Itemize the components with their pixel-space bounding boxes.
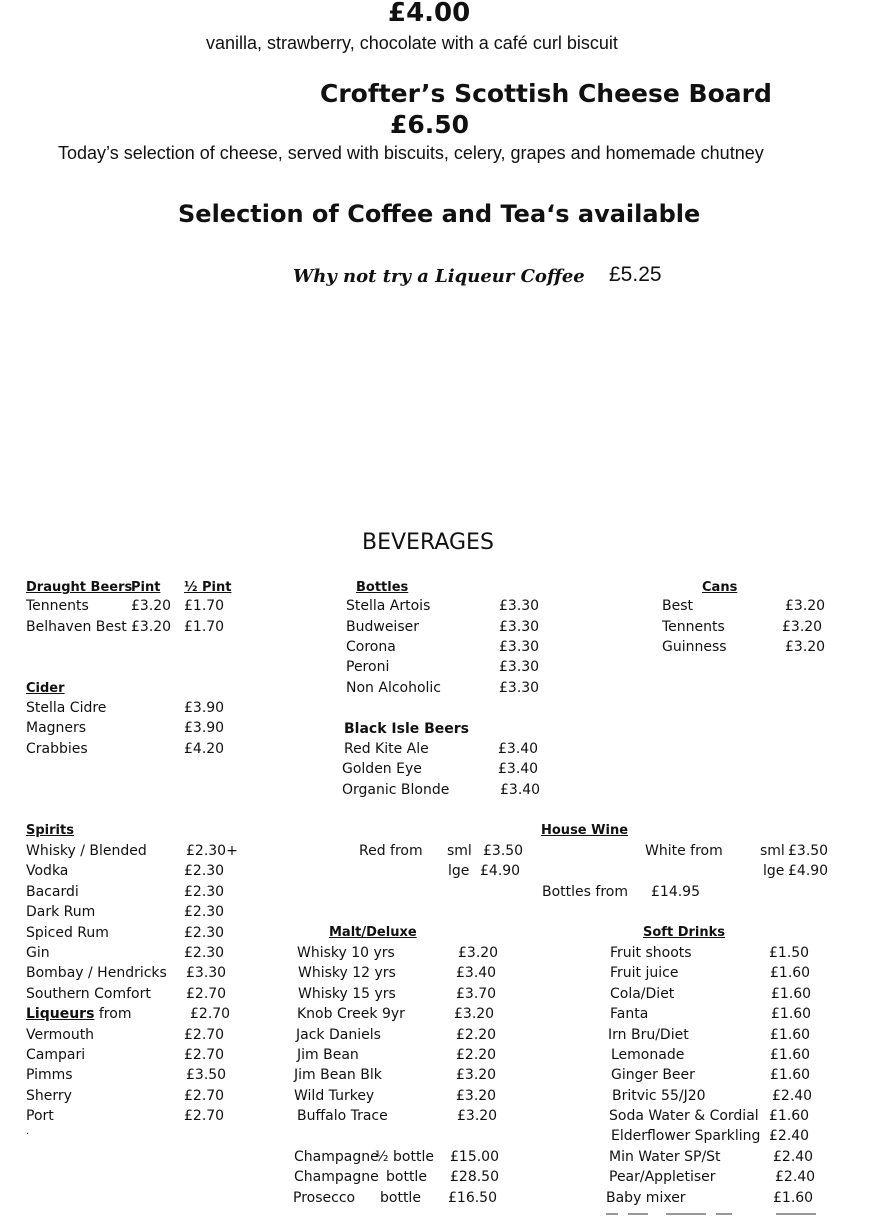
spirit-name: Spiced Rum <box>26 925 109 941</box>
half-pint-price: £1.70 <box>184 598 225 614</box>
bottle-price: £3.30 <box>499 680 540 696</box>
can-name: Tennents <box>662 619 725 635</box>
spirit-name: Gin <box>26 945 50 961</box>
wine-bottles-label: Bottles from <box>542 884 628 900</box>
half-pint-price: £1.70 <box>184 619 225 635</box>
bottle-price: £3.30 <box>499 598 540 614</box>
liqueur-coffee-price: £5.25 <box>609 263 662 286</box>
pint-header: Pint <box>131 580 161 595</box>
cheese-board-title: Crofter’s Scottish Cheese Board <box>320 79 772 108</box>
soft-drink-name: Elderflower Sparkling <box>611 1128 761 1144</box>
cans-header: Cans <box>702 580 738 595</box>
liqueur-price: £2.70 <box>184 1088 225 1104</box>
black-isle-price: £3.40 <box>498 741 539 757</box>
malt-price: £2.20 <box>456 1047 497 1063</box>
soft-drink-name: Cola/Diet <box>610 986 675 1002</box>
sparkling-price: £16.50 <box>448 1190 497 1206</box>
soft-drink-name: Min Water SP/St <box>609 1149 721 1165</box>
liqueurs-header: Liqueurs <box>26 1006 95 1022</box>
malt-price: £3.20 <box>456 1088 497 1104</box>
spirit-price: £2.30 <box>184 925 225 941</box>
spirit-name: Bombay / Hendricks <box>26 965 167 981</box>
liqueur-price: £2.70 <box>184 1047 225 1063</box>
liqueur-name: Sherry <box>26 1088 72 1104</box>
soft-drink-name: Ginger Beer <box>611 1067 695 1083</box>
malt-price: £3.70 <box>456 986 497 1002</box>
soft-drink-price: £1.60 <box>770 1027 811 1043</box>
spirit-price: £2.70 <box>186 986 227 1002</box>
spirit-name: Southern Comfort <box>26 986 151 1002</box>
cider-name: Magners <box>26 720 87 736</box>
soft-drink-name: Britvic 55/J20 <box>612 1088 706 1104</box>
black-isle-header: Black Isle Beers <box>344 721 470 737</box>
draught-row <box>26 619 127 635</box>
liqueurs-from: from <box>94 1006 132 1022</box>
white-lge-label: lge <box>763 863 785 879</box>
cheese-board-price: £6.50 <box>390 110 470 139</box>
spirit-name: Dark Rum <box>26 904 96 920</box>
soft-drink-name: Soda Water & Cordial <box>609 1108 759 1124</box>
white-wine-label: White from <box>645 843 723 859</box>
soft-drink-price: £2.40 <box>775 1169 816 1185</box>
cider-price: £4.20 <box>184 741 225 757</box>
liqueur-name: Vermouth <box>26 1027 95 1043</box>
pint-price: £3.20 <box>131 598 172 614</box>
cider-header: Cider <box>26 681 65 696</box>
can-name: Best <box>662 598 694 614</box>
red-sml-price: £3.50 <box>483 843 524 859</box>
white-lge-price: £4.90 <box>788 863 829 879</box>
spirit-name: Vodka <box>26 863 69 879</box>
liqueur-coffee-label: Why not try a Liqueur Coffee <box>293 266 585 287</box>
soft-drink-price: £2.40 <box>772 1088 813 1104</box>
soft-drink-name: Lemonade <box>611 1047 685 1063</box>
spirit-name: Bacardi <box>26 884 79 900</box>
spirit-price: £2.30+ <box>186 843 238 859</box>
soft-drink-price: £1.60 <box>771 986 812 1002</box>
black-isle-name: Organic Blonde <box>342 782 450 798</box>
soft-drink-price: £2.40 <box>769 1128 810 1144</box>
soft-drink-name: Irn Bru/Diet <box>608 1027 689 1043</box>
cut-off-row <box>606 1212 821 1215</box>
bottle-name: Peroni <box>346 659 390 675</box>
coffee-tea-heading: Selection of Coffee and Tea‘s available <box>178 200 701 228</box>
bottle-name: Non Alcoholic <box>346 680 442 696</box>
sparkling-name: Champagne <box>294 1149 379 1165</box>
bottle-price: £3.30 <box>499 659 540 675</box>
soft-drink-name: Pear/Appletiser <box>609 1169 716 1185</box>
can-price: £3.20 <box>785 639 826 655</box>
malt-name: Wild Turkey <box>294 1088 375 1104</box>
cider-name: Crabbies <box>26 741 88 757</box>
soft-drink-price: £1.60 <box>771 1006 812 1022</box>
liqueurs-row <box>26 1006 131 1022</box>
white-sml-label: sml <box>760 843 785 859</box>
liqueurs-price: £2.70 <box>190 1006 231 1022</box>
sparkling-price: £28.50 <box>450 1169 499 1185</box>
spirit-price: £2.30 <box>184 904 225 920</box>
malt-name: Whisky 12 yrs <box>298 965 396 981</box>
black-isle-price: £3.40 <box>498 761 539 777</box>
spirit-price: £2.30 <box>184 863 225 879</box>
soft-drinks-header: Soft Drinks <box>643 925 725 940</box>
wine-bottles-price: £14.95 <box>651 884 700 900</box>
red-lge-price: £4.90 <box>480 863 521 879</box>
draught-beers-header: Draught Beers <box>26 580 133 595</box>
white-sml-price: £3.50 <box>788 843 829 859</box>
red-wine-label: Red from <box>359 843 423 859</box>
malt-name: Jack Daniels <box>296 1027 381 1043</box>
liqueur-name: Port <box>26 1108 54 1124</box>
malt-price: £3.20 <box>456 1067 497 1083</box>
malt-name: Whisky 15 yrs <box>298 986 396 1002</box>
sparkling-size: bottle <box>386 1169 427 1185</box>
beverages-title: BEVERAGES <box>362 530 494 555</box>
liqueur-price: £2.70 <box>184 1108 225 1124</box>
bottle-name: Corona <box>346 639 396 655</box>
can-name: Guinness <box>662 639 727 655</box>
black-isle-name: Red Kite Ale <box>344 741 429 757</box>
bottle-price: £3.30 <box>499 639 540 655</box>
malt-header: Malt/Deluxe <box>329 925 417 940</box>
liqueur-price: £3.50 <box>186 1067 227 1083</box>
cider-price: £3.90 <box>184 720 225 736</box>
sparkling-price: £15.00 <box>450 1149 499 1165</box>
cider-name: Stella Cidre <box>26 700 107 716</box>
malt-name: Whisky 10 yrs <box>297 945 395 961</box>
soft-drink-price: £1.60 <box>770 965 811 981</box>
malt-price: £3.20 <box>457 1108 498 1124</box>
ice-cream-description: vanilla, strawberry, chocolate with a café curl biscuit <box>206 33 618 53</box>
can-price: £3.20 <box>785 598 826 614</box>
liqueur-price: £2.70 <box>184 1027 225 1043</box>
malt-price: £2.20 <box>456 1027 497 1043</box>
liqueur-name: Campari <box>26 1047 86 1063</box>
bottle-name: Budweiser <box>346 619 419 635</box>
cider-price: £3.90 <box>184 700 225 716</box>
sparkling-size: ½ bottle <box>375 1149 434 1165</box>
sparkling-name: Prosecco <box>293 1190 356 1206</box>
trailing-dot: . <box>26 1126 30 1137</box>
bottle-name: Stella Artois <box>346 598 431 614</box>
soft-drink-price: £1.60 <box>769 1108 810 1124</box>
cut-off-price: £4.00 <box>388 0 471 28</box>
item-name: Belhaven Best <box>26 619 127 635</box>
soft-drink-name: Fanta <box>610 1006 649 1022</box>
soft-drink-price: £1.60 <box>773 1190 814 1206</box>
liqueur-name: Pimms <box>26 1067 73 1083</box>
bottles-header: Bottles <box>356 580 409 595</box>
malt-name: Buffalo Trace <box>297 1108 388 1124</box>
malt-name: Knob Creek 9yr <box>297 1006 405 1022</box>
soft-drink-price: £1.60 <box>770 1067 811 1083</box>
sparkling-name: Champagne <box>294 1169 379 1185</box>
malt-name: Jim Bean <box>297 1047 359 1063</box>
bottle-price: £3.30 <box>499 619 540 635</box>
malt-price: £3.40 <box>456 965 497 981</box>
soft-drink-price: £1.60 <box>770 1047 811 1063</box>
soft-drink-name: Baby mixer <box>606 1190 686 1206</box>
item-name: Tennents <box>26 598 89 614</box>
malt-name: Jim Bean Blk <box>294 1067 382 1083</box>
house-wine-header: House Wine <box>541 823 629 838</box>
spirit-price: £2.30 <box>184 945 225 961</box>
sparkling-size: bottle <box>380 1190 421 1206</box>
spirit-price: £2.30 <box>184 884 225 900</box>
soft-drink-name: Fruit juice <box>610 965 679 981</box>
soft-drink-price: £1.50 <box>769 945 810 961</box>
soft-drink-name: Fruit shoots <box>610 945 692 961</box>
malt-price: £3.20 <box>454 1006 495 1022</box>
cheese-board-description: Today’s selection of cheese, served with biscuits, celery, grapes and homemade chutney <box>58 143 764 163</box>
red-sml-label: sml <box>447 843 472 859</box>
black-isle-price: £3.40 <box>500 782 541 798</box>
pint-price: £3.20 <box>131 619 172 635</box>
can-price: £3.20 <box>782 619 823 635</box>
spirit-name: Whisky / Blended <box>26 843 147 859</box>
spirits-header: Spirits <box>26 823 74 838</box>
black-isle-name: Golden Eye <box>342 761 422 777</box>
spirit-price: £3.30 <box>186 965 227 981</box>
half-pint-header: ½ Pint <box>184 580 232 595</box>
red-lge-label: lge <box>448 863 470 879</box>
draught-row <box>26 598 89 614</box>
soft-drink-price: £2.40 <box>773 1149 814 1165</box>
malt-price: £3.20 <box>458 945 499 961</box>
